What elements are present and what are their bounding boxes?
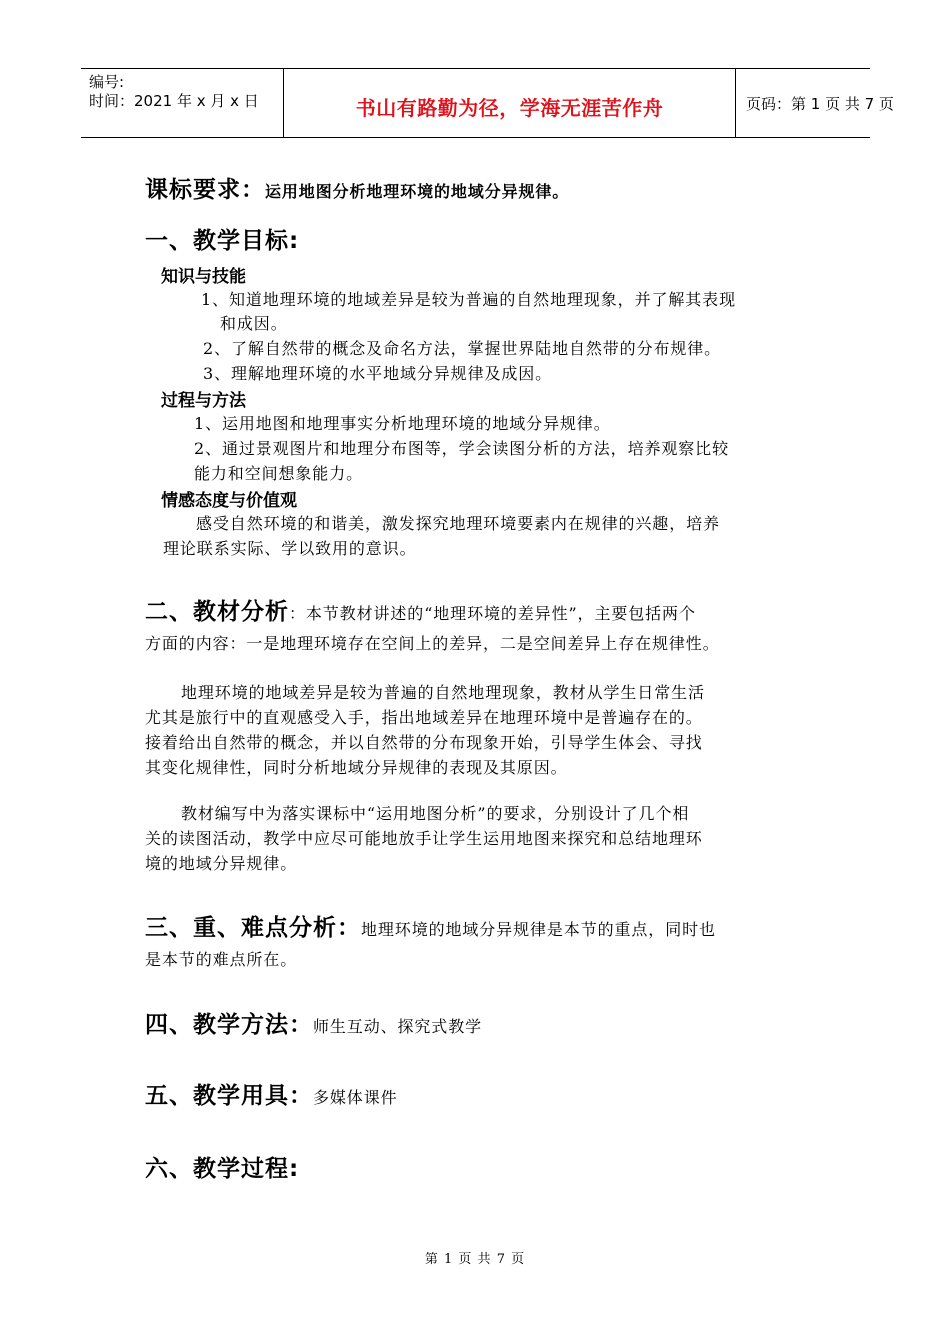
section2-para1-line-3: 接着给出自然带的概念，并以自然带的分布现象开始，引导学生体会、寻找	[145, 733, 703, 752]
section5-text: 多媒体课件	[313, 1088, 398, 1107]
process-line-2: 2、通过景观图片和地理分布图等，学会读图分析的方法，培养观察比较	[194, 439, 729, 458]
section6-title: 六、教学过程:	[145, 1156, 300, 1182]
page-info: 页码：第 1 页 共 7 页	[746, 95, 894, 113]
section2-para1-line-1: 地理环境的地域差异是较为普遍的自然地理现象，教材从学生日常生活	[181, 683, 705, 702]
section4-text: 师生互动、探究式教学	[313, 1017, 483, 1036]
section2-heading	[145, 593, 696, 626]
section3-title: 三、重、难点分析：	[145, 915, 361, 941]
section2-para2-line-1: 教材编写中为落实课标中“运用地图分析”的要求，分别设计了几个相	[181, 804, 690, 823]
process-line-3: 能力和空间想象能力。	[194, 464, 364, 483]
page-footer: 第 1 页 共 7 页	[424, 1252, 526, 1267]
section2-para1-line-4: 其变化规律性，同时分析地域分异规律的表现及其原因。	[145, 758, 568, 777]
section2-para1-line-2: 尤其是旅行中的直观感受入手，指出地域差异在地理环境中是普遍存在的。	[145, 708, 703, 727]
section2-intro: ：本节教材讲述的“地理环境的差异性”，主要包括两个	[289, 604, 696, 623]
number-label: 编号:	[89, 73, 125, 91]
emotion-line-1: 感受自然环境的和谐美，激发探究地理环境要素内在规律的兴趣，培养	[196, 514, 720, 533]
knowledge-line-1: 1、知道地理环境的地域差异是较为普遍的自然地理现象，并了解其表现	[201, 290, 736, 309]
section5-heading	[145, 1077, 398, 1110]
section3-text: 地理环境的地域分异规律是本节的重点，同时也	[361, 920, 716, 939]
knowledge-line-3: 2、了解自然带的概念及命名方法，掌握世界陆地自然带的分布规律。	[203, 339, 722, 358]
document-header	[81, 68, 894, 138]
knowledge-line-4: 3、理解地理环境的水平地域分异规律及成因。	[203, 364, 553, 383]
section2-para2-line-2: 关的读图活动，教学中应尽可能地放手让学生运用地图来探究和总结地理环	[145, 829, 703, 848]
process-line-1: 1、运用地图和地理事实分析地理环境的地域分异规律。	[194, 414, 611, 433]
emotion-line-2: 理论联系实际、学以致用的意识。	[163, 539, 417, 558]
time-line: 时间：2021 年 x 月 x 日	[89, 92, 259, 110]
emotion-title: 情感态度与价值观	[161, 491, 297, 511]
section4-heading	[145, 1006, 482, 1039]
section2-para2-line-3: 境的地域分异规律。	[145, 854, 298, 873]
standard-label: 课标要求：	[145, 177, 265, 203]
section2-intro-cont: 方面的内容：一是地理环境存在空间上的差异，二是空间差异上存在规律性。	[145, 634, 720, 653]
header-motto-cell	[284, 69, 736, 137]
motto: 书山有路勤为径，学海无涯苦作舟	[355, 96, 664, 120]
standard-heading	[145, 171, 569, 204]
section3-heading	[145, 909, 716, 942]
knowledge-title: 知识与技能	[161, 267, 246, 287]
knowledge-line-2: 和成因。	[220, 314, 288, 333]
section4-title: 四、教学方法：	[145, 1012, 313, 1038]
standard-text: 运用地图分析地理环境的地域分异规律。	[265, 182, 570, 201]
header-page-cell	[736, 69, 894, 137]
process-title: 过程与方法	[161, 391, 246, 411]
section1-title: 一、教学目标:	[145, 228, 300, 254]
section5-title: 五、教学用具：	[145, 1083, 313, 1109]
section3-text-cont: 是本节的难点所在。	[145, 950, 298, 969]
header-meta-cell	[81, 69, 284, 137]
section2-title: 二、教材分析	[145, 599, 289, 625]
